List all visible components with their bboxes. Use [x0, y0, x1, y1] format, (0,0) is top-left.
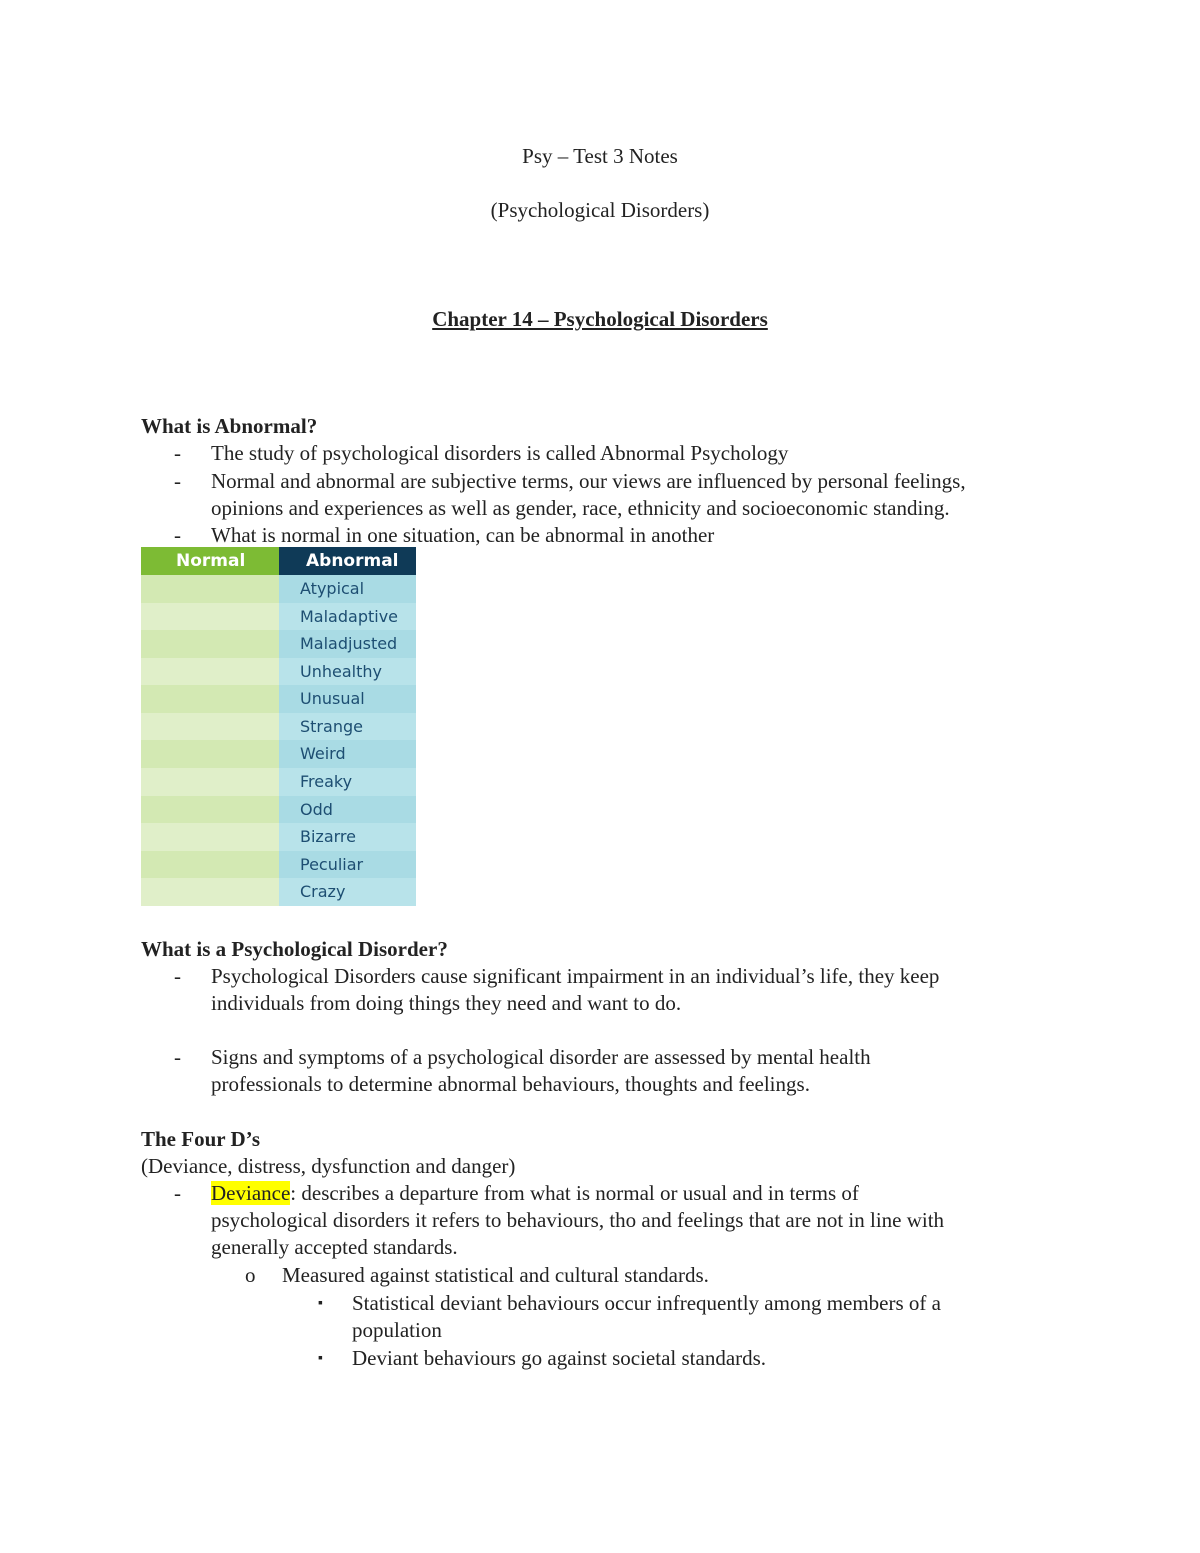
document-subtitle: (Psychological Disorders) — [490, 198, 710, 222]
table-row — [141, 658, 416, 686]
chapter-heading: Chapter 14 – Psychological Disorders — [432, 307, 768, 331]
dash-bullet: - — [174, 523, 181, 547]
abnormal-cell: Unusual — [279, 685, 416, 713]
table-row — [141, 575, 416, 603]
abnormal-cell: Atypical — [279, 575, 416, 603]
normal-cell — [141, 796, 279, 824]
circle-bullet: o — [245, 1263, 256, 1287]
deviance-definition: : describes a departure from what is normal or usual and in terms of — [290, 1181, 859, 1205]
abnormal-cell: Maladaptive — [279, 603, 416, 631]
dash-bullet: - — [174, 1181, 181, 1205]
four-ds-intro: (Deviance, distress, dysfunction and danger) — [141, 1154, 516, 1178]
normal-abnormal-table — [141, 547, 416, 906]
table-row — [141, 823, 416, 851]
sub-sub-bullet-text: Statistical deviant behaviours occur infrequently among members of a — [352, 1291, 941, 1315]
sub-sub-bullet-text: population — [352, 1318, 442, 1342]
normal-cell — [141, 740, 279, 768]
normal-cell — [141, 603, 279, 631]
abnormal-cell: Peculiar — [279, 851, 416, 879]
dash-bullet: - — [174, 964, 181, 988]
normal-cell — [141, 630, 279, 658]
table-row — [141, 740, 416, 768]
section-heading-four-ds: The Four D’s — [141, 1127, 261, 1151]
abnormal-cell: Strange — [279, 713, 416, 741]
header-normal: Normal — [141, 547, 279, 575]
abnormal-cell: Freaky — [279, 768, 416, 796]
normal-cell — [141, 575, 279, 603]
bullet-text: What is normal in one situation, can be abnormal in another — [211, 523, 715, 547]
table-header-row — [141, 547, 416, 575]
table-row — [141, 685, 416, 713]
table-row — [141, 630, 416, 658]
bullet-text: opinions and experiences as well as gender, race, ethnicity and socioeconomic standing. — [211, 496, 950, 520]
abnormal-cell: Maladjusted — [279, 630, 416, 658]
table-row — [141, 796, 416, 824]
table-row — [141, 768, 416, 796]
normal-cell — [141, 685, 279, 713]
section-heading-abnormal: What is Abnormal? — [141, 414, 318, 438]
sub-bullet-text: Measured against statistical and cultural standards. — [282, 1263, 709, 1287]
normal-cell — [141, 823, 279, 851]
normal-cell — [141, 713, 279, 741]
abnormal-cell: Crazy — [279, 878, 416, 906]
bullet-text: Signs and symptoms of a psychological disorder are assessed by mental health — [211, 1045, 871, 1069]
deviance-line — [211, 1180, 859, 1207]
table-row — [141, 713, 416, 741]
normal-cell — [141, 658, 279, 686]
bullet-text: individuals from doing things they need and want to do. — [211, 991, 682, 1015]
normal-cell — [141, 878, 279, 906]
table-row — [141, 851, 416, 879]
abnormal-cell: Odd — [279, 796, 416, 824]
header-abnormal: Abnormal — [279, 547, 416, 575]
dash-bullet: - — [174, 469, 181, 493]
bullet-text: Normal and abnormal are subjective terms, our views are influenced by personal feelings, — [211, 469, 966, 493]
dash-bullet: - — [174, 441, 181, 465]
bullet-text: psychological disorders it refers to behaviours, tho and feelings that are not in line with — [211, 1208, 945, 1232]
sub-sub-bullet-text: Deviant behaviours go against societal standards. — [352, 1346, 767, 1370]
abnormal-cell: Weird — [279, 740, 416, 768]
table-row — [141, 603, 416, 631]
bullet-text: generally accepted standards. — [211, 1235, 458, 1259]
bullet-text: Psychological Disorders cause significant impairment in an individual’s life, they keep — [211, 964, 940, 988]
deviance-highlight: Deviance — [211, 1181, 291, 1205]
section-heading-disorder: What is a Psychological Disorder? — [141, 937, 448, 961]
document-title: Psy – Test 3 Notes — [522, 144, 678, 168]
square-bullet: ▪ — [318, 1296, 323, 1311]
normal-cell — [141, 851, 279, 879]
abnormal-cell: Bizarre — [279, 823, 416, 851]
dash-bullet: - — [174, 1045, 181, 1069]
table-row — [141, 878, 416, 906]
normal-cell — [141, 768, 279, 796]
bullet-text: The study of psychological disorders is called Abnormal Psychology — [211, 441, 789, 465]
square-bullet: ▪ — [318, 1351, 323, 1366]
abnormal-cell: Unhealthy — [279, 658, 416, 686]
bullet-text: professionals to determine abnormal behaviours, thoughts and feelings. — [211, 1072, 810, 1096]
